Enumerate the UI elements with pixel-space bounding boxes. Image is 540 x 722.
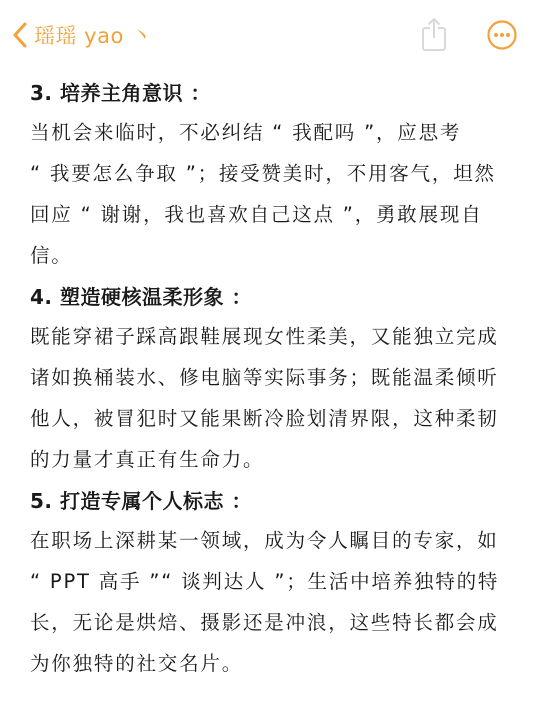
- more-button[interactable]: [486, 19, 518, 51]
- note-body: [30, 78, 514, 690]
- section-heading: 4. 塑造硬核温柔形象 ：: [30, 285, 252, 309]
- paragraph-line: “ 我要怎么争取 ”；接受赞美时，不用客气，坦然: [30, 162, 496, 185]
- paragraph-line: 信。: [30, 244, 73, 267]
- note-section: [30, 486, 514, 684]
- paragraph-line: “ PPT 高手 ”“ 谈判达人 ”；生活中培养独特的特: [30, 570, 500, 593]
- back-title: 瑶瑶 yao 丶: [34, 24, 153, 48]
- note-section: [30, 282, 514, 480]
- section-heading: 5. 打造专属个人标志 ：: [30, 489, 252, 513]
- chevron-left-icon: [12, 22, 28, 48]
- paragraph-line: 长，无论是烘焙、摄影还是冲浪，这些特长都会成: [30, 611, 499, 634]
- paragraph-line: 当机会来临时，不必纠结 “ 我配吗 ”，应思考: [30, 121, 462, 144]
- section-paragraph: [30, 316, 514, 480]
- paragraph-line: 回应 “ 谢谢，我也喜欢自己这点 ”，勇敢展现自: [30, 203, 483, 226]
- paragraph-line: 在职场上深耕某一领域，成为令人瞩目的专家，如: [30, 529, 499, 552]
- section-paragraph: [30, 112, 514, 276]
- paragraph-line: 他人，被冒犯时又能果断冷脸划清界限，这种柔韧: [30, 407, 499, 430]
- share-icon: [420, 37, 448, 56]
- paragraph-line: 的力量才真正有生命力。: [30, 448, 265, 471]
- section-paragraph: [30, 520, 514, 684]
- paragraph-line: 既能穿裙子踩高跟鞋展现女性柔美，又能独立完成: [30, 325, 499, 348]
- section-heading: 3. 培养主角意识 ：: [30, 81, 211, 105]
- paragraph-line: 为你独特的社交名片。: [30, 652, 244, 675]
- share-button[interactable]: [420, 16, 448, 52]
- back-button[interactable]: [12, 18, 153, 52]
- more-icon: [486, 36, 518, 55]
- note-section: [30, 78, 514, 276]
- top-navigation-bar: [0, 0, 540, 70]
- paragraph-line: 诸如换桶装水、修电脑等实际事务；既能温柔倾听: [30, 366, 499, 389]
